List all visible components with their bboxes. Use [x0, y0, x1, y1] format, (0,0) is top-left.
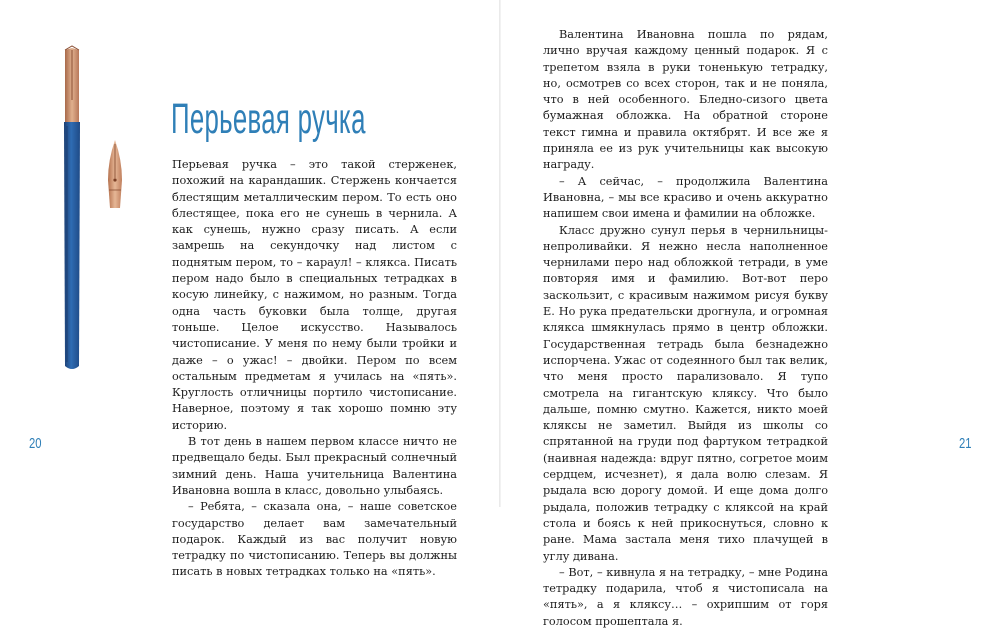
book-gutter: [499, 0, 501, 507]
paragraph: – Вот, – кивнула я на тетрадку, – мне Родина тетрадку подарила, чтоб я чистописала на «пять», а я кляксу… – охрипшим от горя голосом прошептала я.: [543, 565, 828, 628]
paragraph: Перьевая ручка – это такой стерженек, похожий на карандашик. Стержень кончается блестящим металлическим пером. То есть оно блестящее, пока его не сунешь в чернила. А как сунешь, нужно сразу писать. А если замрешь на секундочку над листом с поднятым пером, то – караул! – клякса. Писать пером надо было в специальных тетрадках в косую линейку, с нажимом, но разным. Тогда одна часть буковки была толще, другая тоньше. Целое искусство. Называлось чистописание. У меня по нему были тройки и даже – о ужас! – двойки. Пером по всем остальным предметам я училась на «пять». Круглость отличницы портило чистописание. Наверное, поэтому я так хорошо помню эту историю.: [172, 158, 457, 432]
pen-illustration: [52, 40, 142, 380]
paragraph: Валентина Ивановна пошла по рядам, лично вручая каждому ценный подарок. Я с трепетом взяла в руки тоненькую тетрадку, но, осмотрев со всех сторон, так и не поняла, что в ней особенного. Бледно-сизого цвета бумажная обложка. На обратной стороне текст гимна и правила октябрят. И все же я приняла ее из рук учительницы как высокую награду.: [543, 28, 828, 172]
paragraph: В тот день в нашем первом классе ничто не предвещало беды. Был прекрасный солнечный зимний день. Наша учительница Валентина Ивановна вошла в класс, довольно улыбаясь.: [172, 435, 457, 497]
left-page-text: [172, 157, 457, 581]
page-number-left: 20: [29, 435, 42, 452]
paragraph: – А сейчас, – продолжила Валентина Ивановна, – мы все красиво и очень аккуратно напишем свои имена и фамилии на обложке.: [543, 174, 828, 221]
page-number-right: 21: [959, 435, 972, 452]
page-title: Перьевая ручка: [171, 95, 366, 143]
paragraph: – Ребята, – сказала она, – наше советское государство делает вам замечательный подарок. Каждый из вас получит новую тетрадку по чистописанию. Теперь вы должны писать в новых тетрадках только на «пять».: [172, 500, 457, 579]
paragraph: Класс дружно сунул перья в чернильницы-непроливайки. Я нежно несла наполненное чернилами перо над обложкой тетради, в уме повторяя имя и фамилию. Вот-вот перо заскользит, с красивым нажимом рисуя букву Е. Но рука предательски дрогнула, и огромная клякса шмякнулась прямо в центр обложки. Государственная тетрадь была безнадежно испорчена. Ужас от содеянного был так велик, что меня просто парализовало. Я тупо смотрела на гигантскую кляксу. Что было дальше, помню смутно. Кажется, никто моей кляксы не заметил. Выйдя из школы со спрятанной на груди под фартуком тетрадкой (наивная надежда: вдруг пятно, согретое моим сердцем, исчезнет), я дала волю слезам. Я рыдала всю дорогу домой. И еще дома долго рыдала, положив тетрадку с кляксой на край стола и боясь к ней прикоснуться, словно к ране. Мама застала меня тихо плачущей в углу дивана.: [543, 223, 828, 563]
pen-holder-and-nib-icon: [52, 40, 142, 380]
right-page-text: [543, 27, 828, 630]
